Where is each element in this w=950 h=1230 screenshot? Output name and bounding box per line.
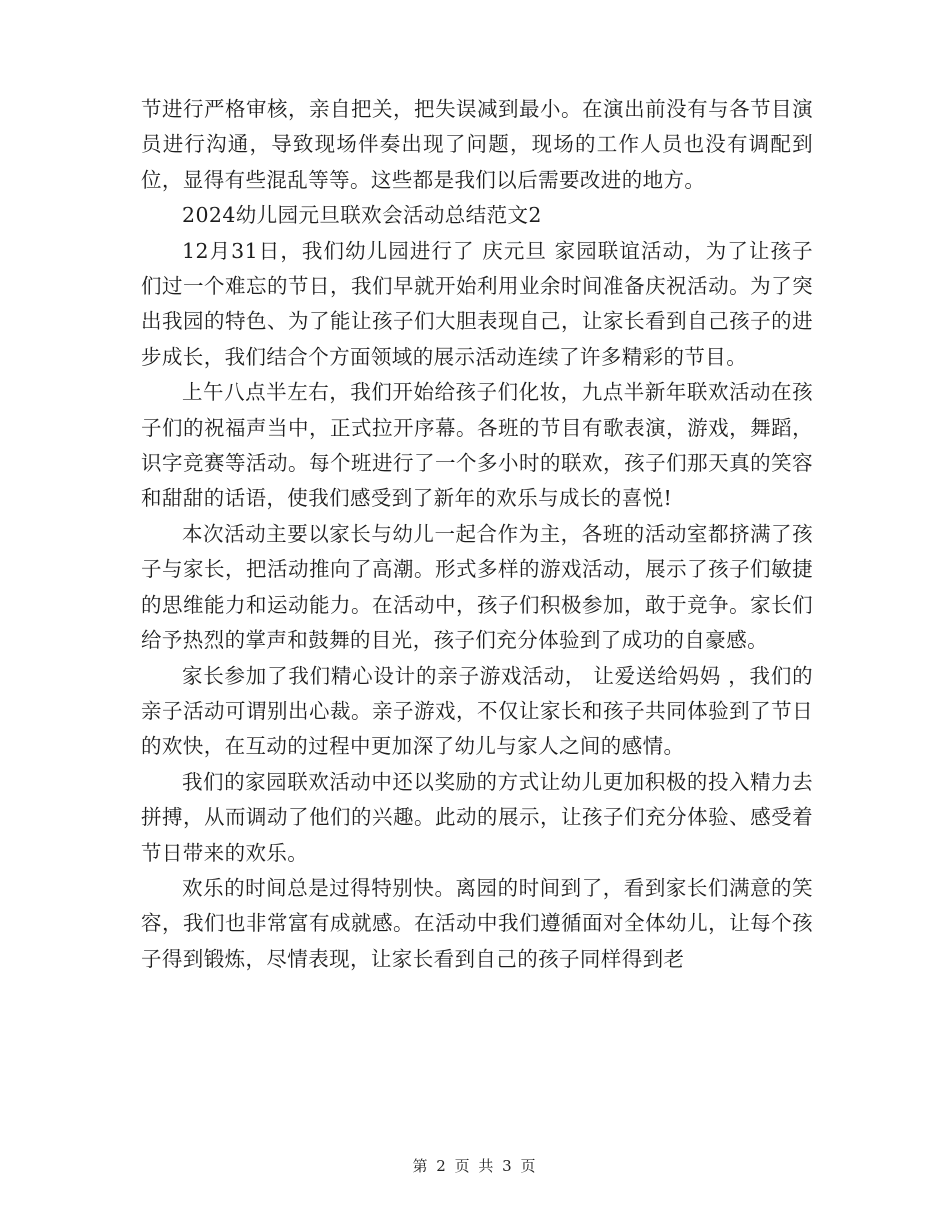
- paragraph: 12月31日，我们幼儿园进行了 庆元旦 家园联谊活动，为了让孩子们过一个难忘的节日，我们早就开始利用业余时间准备庆祝活动。为了突出我园的特色、为了能让孩子们大胆表现自己，让家长看到自己孩子的进步成长，我们结合个方面领域的展示活动连续了许多精彩的节目。: [141, 238, 813, 369]
- section-heading: 2024幼儿园元旦联欢会活动总结范文2: [182, 203, 542, 228]
- paragraph: 我们的家园联欢活动中还以奖励的方式让幼儿更加积极的投入精力去拼搏，从而调动了他们的兴趣。此动的展示，让孩子们充分体验、感受着节日带来的欢乐。: [141, 769, 813, 865]
- page-number-footer: 第 2 页 共 3 页: [412, 1157, 538, 1175]
- paragraph: 上午八点半左右，我们开始给孩子们化妆，九点半新年联欢活动在孩子们的祝福声当中，正式拉开序幕。各班的节目有歌表演，游戏，舞蹈，识字竞赛等活动。每个班进行了一个多小时的联欢，孩子们那天真的笑容和甜甜的话语，使我们感受到了新年的欢乐与成长的喜悦!: [141, 380, 813, 511]
- document-body: [141, 92, 813, 977]
- paragraph: 欢乐的时间总是过得特别快。离园的时间到了，看到家长们满意的笑容，我们也非常富有成就感。在活动中我们遵循面对全体幼儿，让每个孩子得到锻炼，尽情表现，让家长看到自己的孩子同样得到老: [141, 875, 813, 971]
- paragraph-continued: 节进行严格审核，亲自把关，把失误减到最小。在演出前没有与各节目演员进行沟通，导致现场伴奏出现了问题，现场的工作人员也没有调配到位，显得有些混乱等等。这些都是我们以后需要改进的地方。: [141, 97, 813, 192]
- paragraph: 本次活动主要以家长与幼儿一起合作为主，各班的活动室都挤满了孩子与家长，把活动推向了高潮。形式多样的游戏活动，展示了孩子们敏捷的思维能力和运动能力。在活动中，孩子们积极参加，敢于竞争。家长们给予热烈的掌声和鼓舞的目光，孩子们充分体验到了成功的自豪感。: [141, 521, 813, 653]
- paragraph: 家长参加了我们精心设计的亲子游戏活动， 让爱送给妈妈 ，我们的亲子活动可谓别出心裁。亲子游戏，不仅让家长和孩子共同体验到了节日的欢快，在互动的过程中更加深了幼儿与家人之间的感情。: [141, 663, 813, 759]
